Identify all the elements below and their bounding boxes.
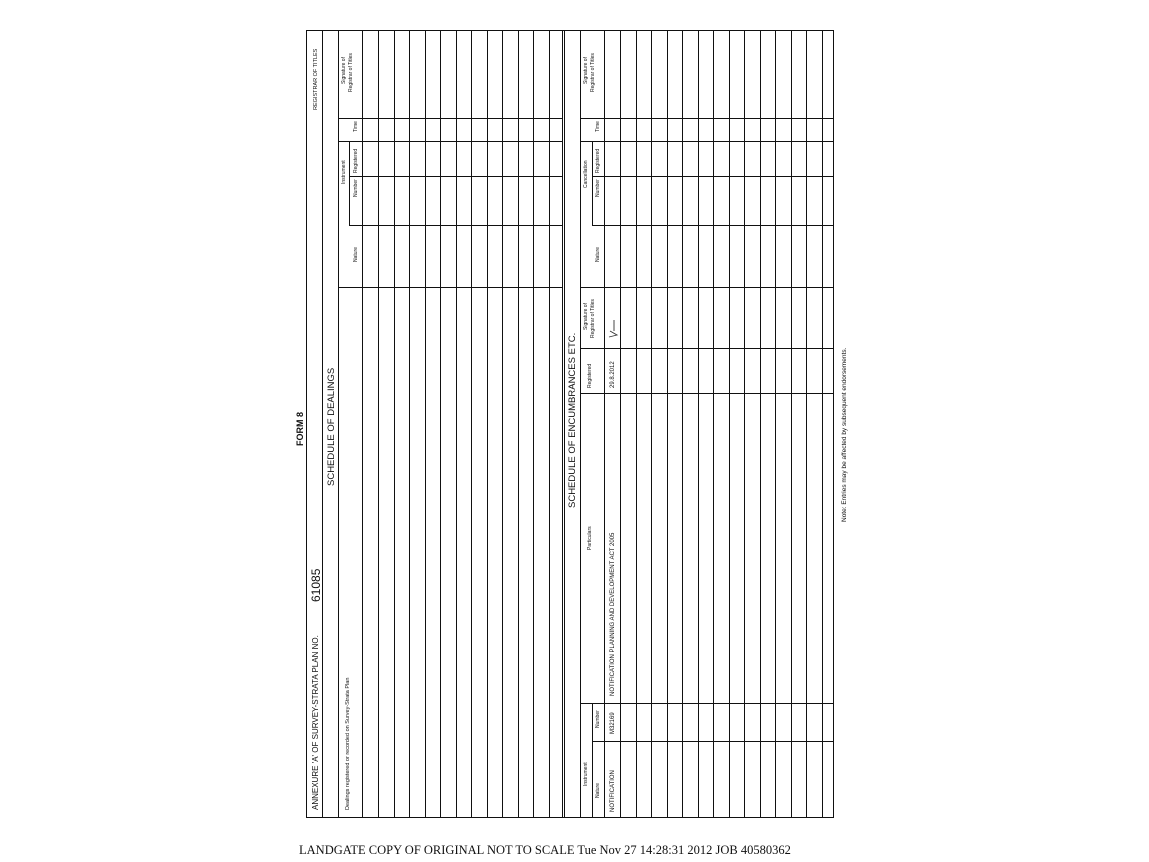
section-divider-1: [562, 30, 563, 818]
dealings-signature-header-1: Signature of: [341, 57, 347, 84]
dealings-row-rule: [471, 30, 472, 818]
enc-col-divider-cancel-nature: [592, 225, 834, 226]
dealings-col-divider-nature: [349, 225, 562, 226]
enc-col-divider-number: [580, 703, 834, 704]
enc-col-divider-cancel-number: [592, 176, 834, 177]
encumbrance-row-rule: [822, 30, 823, 818]
encumbrance-row-rule: [744, 30, 745, 818]
dealings-row-rule: [549, 30, 550, 818]
dealings-row-rule: [425, 30, 426, 818]
enc-cancel-number-header: Number: [595, 179, 601, 197]
enc-col-divider-particulars: [580, 393, 834, 394]
enc-registered-header: Registered: [587, 363, 593, 388]
enc-cancellation-header: Cancellation: [583, 160, 589, 188]
enc-nature-header: Nature: [595, 782, 601, 798]
dealings-col-divider-number: [349, 176, 562, 177]
enc-row-nature: NOTIFICATION: [610, 770, 616, 812]
dealings-header-bottom: [362, 30, 363, 818]
dealings-col-divider-registered: [338, 141, 562, 142]
dealings-title-divider: [338, 30, 339, 818]
dealings-row-rule: [502, 30, 503, 818]
enc-col-divider-registered: [580, 348, 834, 349]
enc-signature-header-1: Signature of: [583, 303, 589, 330]
encumbrance-row-rule: [775, 30, 776, 818]
rotated-form: [295, 30, 848, 818]
encumbrance-row-rule: [698, 30, 699, 818]
dealings-row-rule: [394, 30, 395, 818]
form-number: FORM 8: [295, 411, 305, 446]
enc-cancel-signature-2: Registrar of Titles: [590, 53, 596, 92]
dealings-row-rule: [378, 30, 379, 818]
encumbrance-row-rule: [667, 30, 668, 818]
section-divider-2: [564, 30, 565, 818]
encumbrances-title: SCHEDULE OF ENCUMBRANCES ETC.: [567, 332, 578, 508]
enc-cancel-registered-header: Registered: [595, 148, 601, 173]
dealings-number-header: Number: [353, 179, 359, 197]
enc-particulars-header: Particulars: [587, 526, 593, 550]
dealings-signature-header-2: Registrar of Titles: [348, 53, 354, 92]
dealings-time-header: Time: [353, 121, 359, 132]
enc-cancellation-subdivider: [592, 142, 593, 226]
dealings-row-rule: [409, 30, 410, 818]
encumbrance-row-rule: [791, 30, 792, 818]
encumbrance-row-rule: [806, 30, 807, 818]
encumbrance-row-rule: [682, 30, 683, 818]
dealings-row-rule: [533, 30, 534, 818]
landgate-footer: LANDGATE COPY OF ORIGINAL NOT TO SCALE Tue Nov 27 14:28:31 2012 JOB 40580362: [299, 843, 791, 857]
dealings-description-header: Dealings registered or recorded on Survey-Strata Plan: [345, 677, 351, 810]
encumbrance-row-rule: [651, 30, 652, 818]
enc-cancel-time-header: Time: [595, 121, 601, 132]
dealings-col-divider-time: [338, 118, 562, 119]
registrar-label: REGISTRAR OF TITLES: [313, 48, 319, 110]
dealings-row-rule: [440, 30, 441, 818]
dealings-row-rule: [487, 30, 488, 818]
encumbrance-row-rule: [636, 30, 637, 818]
header-divider: [322, 30, 323, 818]
enc-header-bottom: [604, 30, 605, 818]
dealings-col-divider-main: [338, 287, 562, 288]
enc-signature-header-2: Registrar of Titles: [590, 299, 596, 338]
dealings-instrument-header: Instrument: [341, 160, 347, 184]
enc-col-divider-cancel-registered: [580, 141, 834, 142]
dealings-row-rule: [456, 30, 457, 818]
enc-instrument-header: Instrument: [583, 762, 589, 786]
dealings-instrument-subdivider: [349, 142, 350, 226]
enc-row-registered: 29.8.2012: [610, 361, 616, 388]
encumbrance-row-rule: [760, 30, 761, 818]
enc-row-number: M32169: [610, 712, 616, 734]
registrar-signature-mark: [606, 316, 620, 340]
enc-col-divider-nature: [592, 741, 834, 742]
enc-cancel-signature-1: Signature of: [583, 57, 589, 84]
encumbrance-row-rule: [713, 30, 714, 818]
endorsement-note: Note: Entries may be affected by subsequent endorsements.: [841, 347, 848, 522]
enc-col-divider-signature: [580, 287, 834, 288]
dealings-nature-header: Nature: [353, 246, 359, 262]
dealings-registered-header: Registered: [353, 148, 359, 173]
enc-instrument-subdivider: [592, 704, 593, 818]
encumbrances-title-divider: [580, 30, 581, 818]
plan-number: 61085: [309, 568, 323, 602]
encumbrance-row-rule: [729, 30, 730, 818]
enc-cancel-nature-header: Nature: [595, 246, 601, 262]
enc-number-header: Number: [595, 710, 601, 728]
dealings-title: SCHEDULE OF DEALINGS: [326, 367, 337, 486]
dealings-row-rule: [518, 30, 519, 818]
enc-col-divider-cancel-time: [580, 118, 834, 119]
annexure-label: ANNEXURE 'A' OF SURVEY-STRATA PLAN NO.: [311, 635, 320, 810]
enc-row-particulars: NOTIFICATION PLANNING AND DEVELOPMENT ACT 2005: [610, 532, 616, 696]
encumbrance-row-rule: [620, 30, 621, 818]
